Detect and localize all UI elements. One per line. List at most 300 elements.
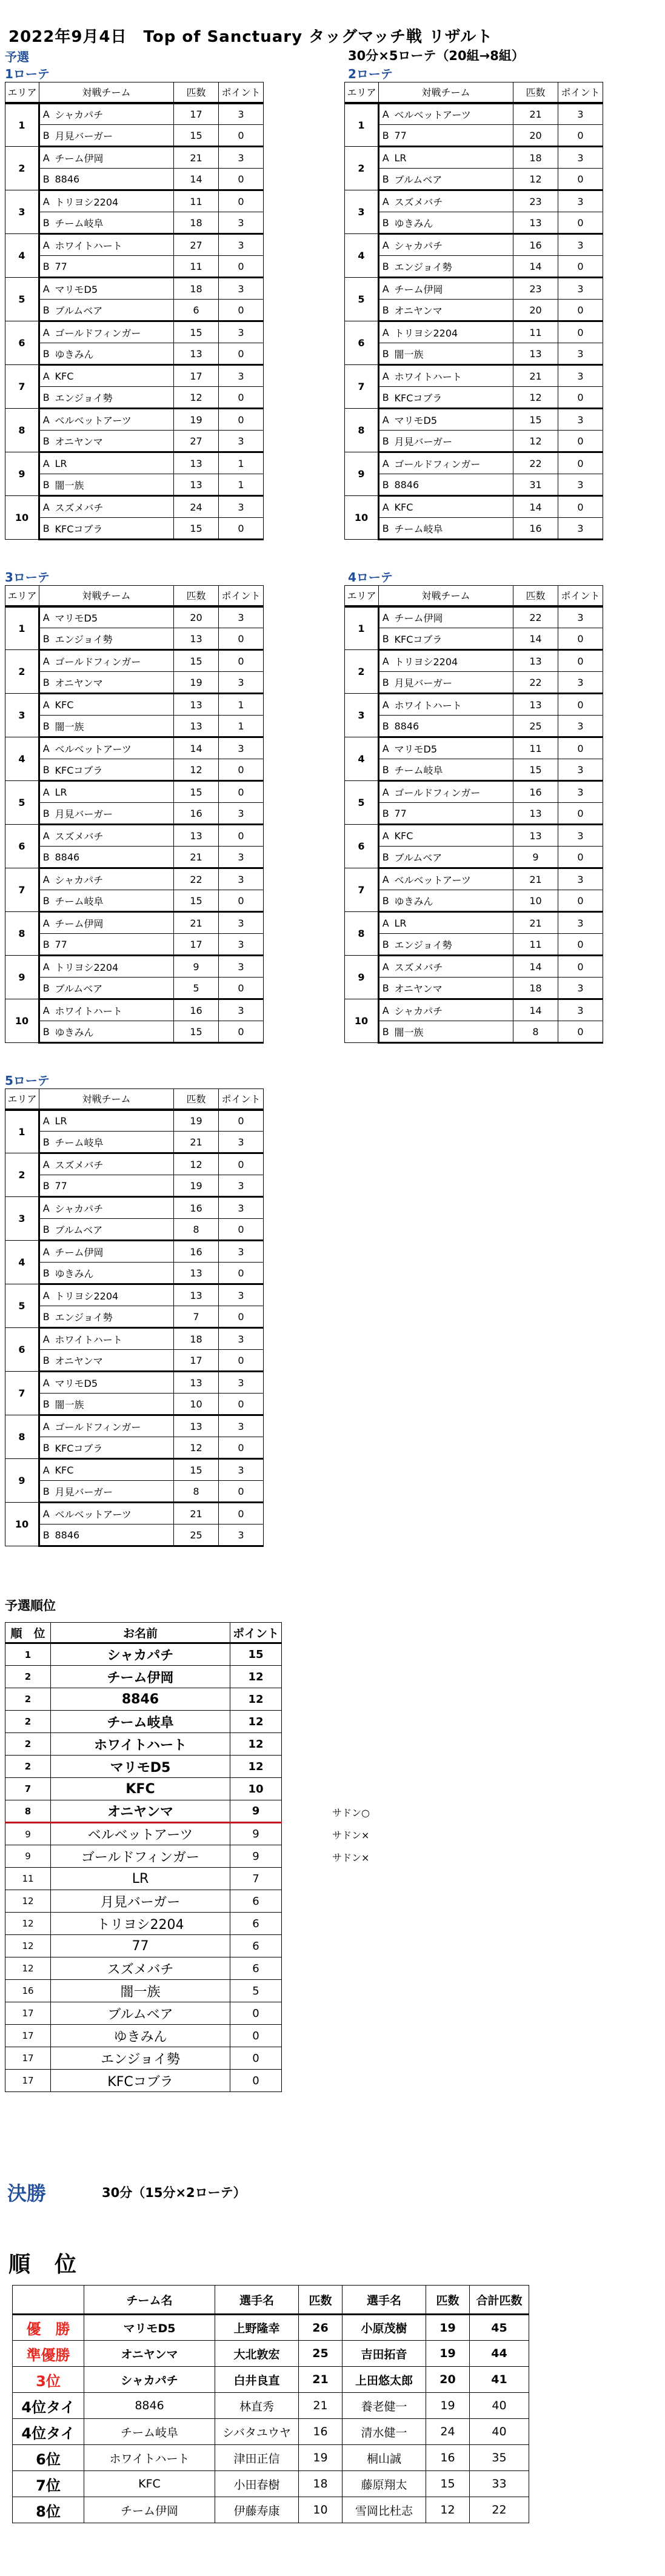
area-number: 3	[5, 190, 39, 234]
match-row-b	[5, 1437, 264, 1459]
team-a-count: 27	[174, 234, 219, 256]
side-b-marker: B	[39, 1175, 53, 1197]
match-row-a	[5, 365, 264, 387]
area-number: 3	[5, 694, 39, 737]
area-number: 2	[345, 147, 379, 190]
side-a-marker: A	[39, 147, 53, 169]
side-b-marker: B	[379, 759, 392, 781]
team-a-name: チーム伊岡	[392, 278, 513, 300]
team-b-point: 0	[219, 343, 264, 365]
team-a-count: 22	[513, 452, 558, 474]
fin-header-c1: 匹数	[299, 2286, 343, 2315]
team-b-point: 0	[558, 803, 603, 825]
team-a-name: ホワイトハート	[53, 1328, 174, 1350]
match-row-a	[345, 999, 603, 1021]
rank-row	[5, 1823, 282, 1845]
rank-row	[5, 1957, 282, 1980]
team-a-point: 0	[558, 694, 603, 716]
team-b-point: 3	[558, 716, 603, 737]
final-label: 決勝	[7, 2182, 47, 2205]
team-a-point: 3	[558, 868, 603, 890]
team-b-name: KFCコブラ	[53, 1437, 174, 1459]
rank-points: 12	[230, 1666, 282, 1688]
rank-number: 2	[5, 1756, 51, 1778]
match-row-b	[345, 169, 603, 190]
team-a-count: 23	[513, 190, 558, 212]
side-b-marker: B	[39, 125, 53, 147]
match-row-a	[5, 1328, 264, 1350]
side-a-marker: A	[39, 650, 53, 672]
side-a-marker: A	[379, 825, 392, 847]
side-a-marker: A	[379, 868, 392, 890]
match-row-a	[5, 452, 264, 474]
final-count-2: 19	[426, 2315, 470, 2341]
fin-header-rank	[13, 2286, 84, 2315]
team-a-point: 3	[558, 912, 603, 934]
team-a-point: 3	[219, 103, 264, 125]
team-a-name: ホワイトハート	[392, 365, 513, 387]
rank-team-name: チーム岐阜	[51, 1711, 230, 1733]
rank-team-name: ベルベットアーツ	[51, 1823, 230, 1845]
team-a-count: 14	[513, 999, 558, 1021]
area-number: 3	[5, 1197, 39, 1241]
team-a-point: 3	[558, 999, 603, 1021]
match-row-b	[5, 300, 264, 321]
final-total: 22	[470, 2497, 529, 2523]
area-number: 2	[5, 650, 39, 694]
team-a-name: トリヨシ2204	[53, 1284, 174, 1306]
area-number: 5	[5, 781, 39, 825]
rotation-table	[344, 82, 603, 540]
team-a-count: 21	[513, 103, 558, 125]
team-a-count: 13	[174, 825, 219, 847]
rank-points: 12	[230, 1756, 282, 1778]
rank-team-name: 77	[51, 1935, 230, 1957]
side-b-marker: B	[39, 474, 53, 496]
team-a-name: マリモD5	[53, 1372, 174, 1394]
final-rank-row	[13, 2315, 529, 2341]
area-number: 9	[345, 452, 379, 496]
fin-header-p1: 選手名	[215, 2286, 299, 2315]
team-b-count: 19	[174, 672, 219, 694]
team-b-point: 0	[219, 1263, 264, 1284]
side-a-marker: A	[379, 321, 392, 343]
team-b-point: 0	[219, 518, 264, 540]
rank-row	[5, 1756, 282, 1778]
team-b-point: 0	[219, 1350, 264, 1372]
side-b-marker: B	[39, 847, 53, 868]
side-a-marker: A	[39, 321, 53, 343]
team-a-count: 19	[174, 409, 219, 431]
team-b-count: 20	[513, 125, 558, 147]
rank-points: 12	[230, 1711, 282, 1733]
team-b-name: 月見バーガー	[53, 125, 174, 147]
team-b-name: ゆきみん	[53, 1021, 174, 1043]
match-row-b	[5, 387, 264, 409]
side-a-marker: A	[39, 694, 53, 716]
rank-team-name: KFC	[51, 1778, 230, 1800]
team-b-name: KFCコブラ	[53, 759, 174, 781]
rank-points: 6	[230, 1957, 282, 1980]
team-a-name: チーム伊岡	[53, 912, 174, 934]
team-a-point: 0	[219, 781, 264, 803]
match-row-b	[345, 716, 603, 737]
final-count-1: 16	[299, 2419, 343, 2445]
team-b-name: ブルムベア	[392, 847, 513, 868]
final-player-2: 養老健一	[343, 2393, 426, 2419]
team-a-point: 0	[219, 190, 264, 212]
header-area: エリア	[5, 1089, 39, 1110]
side-a-marker: A	[39, 452, 53, 474]
header-area: エリア	[5, 82, 39, 103]
team-a-point: 3	[219, 234, 264, 256]
match-row-a	[5, 234, 264, 256]
match-row-a	[5, 999, 264, 1021]
rank-points: 9	[230, 1845, 282, 1868]
team-a-point: 3	[558, 147, 603, 169]
rank-row	[5, 1980, 282, 2002]
match-row-b	[5, 847, 264, 868]
area-number: 10	[5, 1503, 39, 1546]
rotation-label: 2ローテ	[348, 67, 393, 81]
final-player-2: 清水健一	[343, 2419, 426, 2445]
rotation-table	[5, 1088, 264, 1547]
team-b-point: 0	[558, 1021, 603, 1043]
team-a-point: 0	[558, 737, 603, 759]
team-b-count: 9	[513, 847, 558, 868]
rank-number: 12	[5, 1935, 51, 1957]
final-rank: 4位タイ	[13, 2419, 84, 2445]
team-a-count: 12	[174, 1153, 219, 1175]
rank-number: 7	[5, 1778, 51, 1800]
side-b-marker: B	[39, 1219, 53, 1241]
team-a-point: 3	[219, 1284, 264, 1306]
match-row-a	[5, 1284, 264, 1306]
match-row-b	[345, 256, 603, 278]
final-rank-row	[13, 2393, 529, 2419]
match-row-a	[345, 234, 603, 256]
team-a-count: 16	[513, 781, 558, 803]
team-b-name: 77	[53, 934, 174, 956]
team-a-count: 17	[174, 365, 219, 387]
team-b-name: ゆきみん	[392, 212, 513, 234]
side-b-marker: B	[39, 1350, 53, 1372]
team-b-point: 3	[219, 847, 264, 868]
match-row-b	[345, 343, 603, 365]
team-b-count: 12	[513, 387, 558, 409]
rank-team-name: オニヤンマ	[51, 1800, 230, 1823]
team-a-name: KFC	[392, 496, 513, 518]
team-b-count: 12	[513, 431, 558, 452]
match-row-b	[5, 256, 264, 278]
team-b-name: 77	[392, 125, 513, 147]
final-count-1: 21	[299, 2393, 343, 2419]
team-a-name: チーム伊岡	[53, 147, 174, 169]
team-a-point: 3	[219, 147, 264, 169]
team-a-count: 15	[513, 409, 558, 431]
team-b-point: 3	[219, 212, 264, 234]
final-team: ホワイトハート	[84, 2445, 215, 2471]
team-a-name: KFC	[53, 1459, 174, 1481]
team-b-count: 17	[174, 934, 219, 956]
team-a-point: 0	[219, 825, 264, 847]
header-area: エリア	[5, 586, 39, 606]
area-number: 9	[5, 956, 39, 999]
side-a-marker: A	[39, 825, 53, 847]
rank-points: 7	[230, 1868, 282, 1890]
team-b-point: 3	[219, 431, 264, 452]
team-a-count: 13	[174, 1284, 219, 1306]
side-a-marker: A	[379, 606, 392, 628]
match-row-b	[5, 1219, 264, 1241]
team-b-point: 1	[219, 474, 264, 496]
match-row-a	[345, 868, 603, 890]
side-b-marker: B	[39, 1263, 53, 1284]
team-a-count: 16	[174, 999, 219, 1021]
team-b-count: 19	[174, 1175, 219, 1197]
team-b-point: 0	[558, 890, 603, 912]
team-b-point: 0	[219, 759, 264, 781]
team-a-name: スズメバチ	[392, 956, 513, 978]
area-number: 7	[345, 868, 379, 912]
header-point: ポイント	[558, 82, 603, 103]
final-player-2: 桐山誠	[343, 2445, 426, 2471]
final-rank: 6位	[13, 2445, 84, 2471]
area-number: 10	[345, 999, 379, 1043]
rank-header-name: お名前	[51, 1623, 230, 1643]
side-b-marker: B	[39, 890, 53, 912]
rank-number: 1	[5, 1643, 51, 1666]
rank-team-name: スズメバチ	[51, 1957, 230, 1980]
team-a-point: 0	[558, 650, 603, 672]
rank-team-name: ホワイトハート	[51, 1733, 230, 1756]
team-a-name: トリヨシ2204	[392, 650, 513, 672]
rank-points: 6	[230, 1890, 282, 1913]
rank-row	[5, 1688, 282, 1711]
rank-row	[5, 1778, 282, 1800]
team-a-point: 3	[219, 1372, 264, 1394]
match-row-a	[345, 737, 603, 759]
match-row-a	[5, 825, 264, 847]
side-a-marker: A	[379, 956, 392, 978]
area-number: 5	[345, 278, 379, 321]
team-a-name: ゴールドフィンガー	[392, 452, 513, 474]
team-b-count: 14	[174, 169, 219, 190]
team-b-count: 12	[513, 169, 558, 190]
side-a-marker: A	[39, 956, 53, 978]
rank-row	[5, 1800, 282, 1823]
rank-team-name: チーム伊岡	[51, 1666, 230, 1688]
team-b-count: 15	[174, 890, 219, 912]
team-a-count: 22	[513, 606, 558, 628]
header-count: 匹数	[513, 586, 558, 606]
team-b-count: 17	[174, 1350, 219, 1372]
side-b-marker: B	[39, 1306, 53, 1328]
match-row-a	[5, 650, 264, 672]
team-b-name: チーム岐阜	[53, 212, 174, 234]
team-b-count: 20	[513, 300, 558, 321]
side-b-marker: B	[39, 628, 53, 650]
prelim-rank-table	[5, 1622, 282, 2092]
match-row-a	[345, 147, 603, 169]
team-b-count: 5	[174, 978, 219, 999]
area-number: 2	[5, 147, 39, 190]
team-a-count: 18	[513, 147, 558, 169]
match-row-b	[5, 518, 264, 540]
rank-team-name: 月見バーガー	[51, 1890, 230, 1913]
match-row-a	[5, 147, 264, 169]
side-a-marker: A	[39, 737, 53, 759]
side-a-marker: A	[379, 409, 392, 431]
header-area: エリア	[345, 586, 379, 606]
match-row-b	[5, 716, 264, 737]
team-b-point: 0	[219, 1437, 264, 1459]
area-number: 6	[345, 825, 379, 868]
match-row-a	[5, 1372, 264, 1394]
team-a-name: マリモD5	[392, 737, 513, 759]
team-b-name: 闇一族	[53, 1394, 174, 1415]
final-player-1: 白井良直	[215, 2367, 299, 2393]
side-b-marker: B	[39, 934, 53, 956]
team-b-name: エンジョイ勢	[53, 1306, 174, 1328]
team-a-name: ゴールドフィンガー	[53, 1415, 174, 1437]
team-a-point: 3	[219, 1328, 264, 1350]
team-a-count: 13	[174, 1372, 219, 1394]
side-b-marker: B	[39, 1394, 53, 1415]
team-b-point: 0	[219, 1394, 264, 1415]
team-a-name: スズメバチ	[392, 190, 513, 212]
team-a-count: 16	[513, 234, 558, 256]
final-team: KFC	[84, 2471, 215, 2497]
team-a-count: 14	[513, 956, 558, 978]
area-number: 6	[5, 1328, 39, 1372]
final-count-2: 15	[426, 2471, 470, 2497]
team-b-name: 月見バーガー	[392, 672, 513, 694]
team-a-count: 15	[174, 321, 219, 343]
rank-points: 6	[230, 1913, 282, 1935]
team-b-count: 8	[174, 1481, 219, 1503]
side-a-marker: A	[379, 694, 392, 716]
match-row-a	[5, 1459, 264, 1481]
match-row-a	[345, 606, 603, 628]
team-a-point: 0	[219, 1110, 264, 1132]
team-a-name: トリヨシ2204	[53, 190, 174, 212]
match-row-b	[5, 628, 264, 650]
team-a-point: 3	[219, 956, 264, 978]
team-a-count: 9	[174, 956, 219, 978]
match-row-b	[5, 1524, 264, 1546]
team-a-name: チーム伊岡	[53, 1241, 174, 1263]
match-row-a	[345, 103, 603, 125]
team-b-count: 8	[174, 1219, 219, 1241]
area-number: 1	[5, 606, 39, 650]
match-row-b	[345, 890, 603, 912]
match-row-a	[5, 278, 264, 300]
team-a-name: シャカパチ	[392, 234, 513, 256]
team-b-count: 12	[174, 1437, 219, 1459]
final-team: シャカパチ	[84, 2367, 215, 2393]
team-b-count: 25	[174, 1524, 219, 1546]
team-b-count: 10	[174, 1394, 219, 1415]
team-a-name: マリモD5	[53, 278, 174, 300]
team-a-name: トリヨシ2204	[53, 956, 174, 978]
team-b-count: 10	[513, 890, 558, 912]
team-b-count: 25	[513, 716, 558, 737]
team-b-name: ブルムベア	[392, 169, 513, 190]
team-b-name: 闇一族	[53, 474, 174, 496]
team-a-point: 3	[219, 496, 264, 518]
match-row-b	[345, 759, 603, 781]
match-row-b	[345, 212, 603, 234]
side-a-marker: A	[39, 234, 53, 256]
final-count-1: 10	[299, 2497, 343, 2523]
area-number: 5	[345, 781, 379, 825]
team-b-count: 16	[513, 518, 558, 540]
team-b-point: 0	[219, 1219, 264, 1241]
team-b-count: 13	[513, 803, 558, 825]
area-number: 9	[5, 1459, 39, 1503]
match-row-b	[5, 1021, 264, 1043]
team-b-name: チーム岐阜	[392, 518, 513, 540]
side-b-marker: B	[39, 431, 53, 452]
match-row-b	[5, 1263, 264, 1284]
header-count: 匹数	[174, 586, 219, 606]
side-b-marker: B	[39, 978, 53, 999]
area-number: 4	[345, 737, 379, 781]
match-row-a	[5, 190, 264, 212]
team-b-point: 0	[558, 169, 603, 190]
fin-header-total: 合計匹数	[470, 2286, 529, 2315]
side-a-marker: A	[39, 409, 53, 431]
header-point: ポイント	[219, 586, 264, 606]
match-row-b	[345, 628, 603, 650]
team-b-name: ゆきみん	[53, 343, 174, 365]
team-a-count: 18	[174, 1328, 219, 1350]
final-count-2: 19	[426, 2341, 470, 2367]
area-number: 8	[5, 1415, 39, 1459]
team-a-name: ホワイトハート	[392, 694, 513, 716]
team-b-point: 0	[219, 978, 264, 999]
team-b-name: オニヤンマ	[53, 431, 174, 452]
team-a-count: 21	[513, 365, 558, 387]
final-player-2: 藤原翔太	[343, 2471, 426, 2497]
side-b-marker: B	[379, 803, 392, 825]
final-player-1: 林直秀	[215, 2393, 299, 2419]
side-a-marker: A	[39, 1241, 53, 1263]
side-b-marker: B	[39, 1132, 53, 1153]
final-total: 40	[470, 2419, 529, 2445]
match-row-b	[345, 474, 603, 496]
side-a-marker: A	[39, 868, 53, 890]
match-row-a	[345, 409, 603, 431]
rank-team-name: LR	[51, 1868, 230, 1890]
match-row-b	[5, 125, 264, 147]
rank-number: 8	[5, 1800, 51, 1823]
team-a-name: KFC	[392, 825, 513, 847]
team-a-count: 21	[513, 868, 558, 890]
team-b-count: 18	[174, 212, 219, 234]
side-b-marker: B	[39, 387, 53, 409]
area-number: 7	[5, 868, 39, 912]
match-row-b	[345, 803, 603, 825]
side-a-marker: A	[39, 1372, 53, 1394]
team-b-count: 14	[513, 628, 558, 650]
rank-team-name: KFCコブラ	[51, 2070, 230, 2092]
rank-points: 12	[230, 1688, 282, 1711]
team-b-point: 3	[219, 1524, 264, 1546]
match-row-b	[5, 212, 264, 234]
area-number: 7	[5, 1372, 39, 1415]
